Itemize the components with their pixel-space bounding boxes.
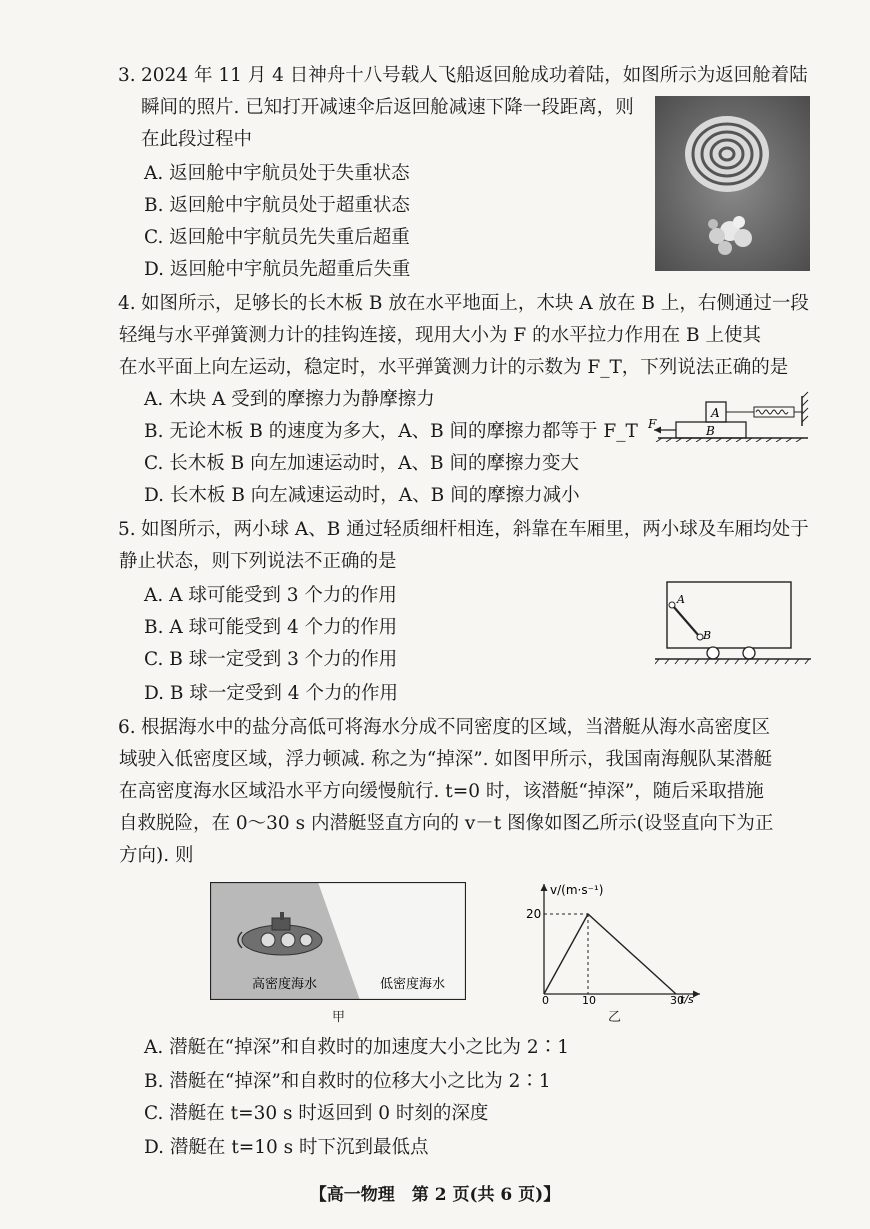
wheel-icon xyxy=(707,647,719,659)
q6-line-4: 自救脱险，在 0～30 s 内潜艇竖直方向的 v－t 图像如图乙所示(设竖直向下为正 xyxy=(119,813,774,834)
capsule-landing-photo xyxy=(655,96,810,271)
q6-number: 6. xyxy=(118,717,136,738)
x-tick-0: 0 xyxy=(542,994,549,1005)
q6-line-5: 方向). 则 xyxy=(119,845,194,866)
q6-option-a: A. 潜艇在“掉深”和自救时的加速度大小之比为 2∶1 xyxy=(144,1037,569,1058)
q4-line-2: 轻绳与水平弹簧测力计的挂钩连接，现用大小为 F 的水平拉力作用在 B 上使其 xyxy=(119,325,761,346)
q4-option-d: D. 长木板 B 向左减速运动时，A、B 间的摩擦力减小 xyxy=(144,485,580,506)
q5-option-d: D. B 球一定受到 4 个力的作用 xyxy=(144,683,398,704)
q3-number: 3. xyxy=(118,65,136,86)
q5-line-2: 静止状态，则下列说法不正确的是 xyxy=(119,551,397,572)
q3-line-3: 在此段过程中 xyxy=(141,129,253,150)
q5-option-a: A. A 球可能受到 3 个力的作用 xyxy=(144,585,397,606)
label-low-density: 低密度海水 xyxy=(380,977,446,992)
q4-line-1: 如图所示，足够长的长木板 B 放在水平地面上，木块 A 放在 B 上，右侧通过一段 xyxy=(141,293,809,314)
caption-yi: 乙 xyxy=(608,1010,622,1025)
x-tick-10: 10 xyxy=(582,994,596,1005)
vt-line xyxy=(544,914,676,994)
x-tick-30: 30 xyxy=(670,994,684,1005)
q6-line-3: 在高密度海水区域沿水平方向缓慢航行. t=0 时，该潜艇“掉深”，随后采取措施 xyxy=(119,781,764,802)
label-f: F xyxy=(648,417,657,431)
label-b: B xyxy=(706,424,715,438)
carriage-box xyxy=(667,582,791,648)
board-block-spring-figure xyxy=(648,386,818,442)
ball-a xyxy=(669,602,675,608)
q4-option-a: A. 木块 A 受到的摩擦力为静摩擦力 xyxy=(144,389,435,410)
q6-option-c: C. 潜艇在 t=30 s 时返回到 0 时刻的深度 xyxy=(144,1103,489,1124)
q6-option-b: B. 潜艇在“掉深”和自救时的位移大小之比为 2∶1 xyxy=(144,1071,551,1092)
carriage-figure xyxy=(655,578,815,666)
q5-line-1: 如图所示，两小球 A、B 通过轻质细杆相连，斜靠在车厢里，两小球及车厢均处于 xyxy=(141,519,809,540)
label-high-density: 高密度海水 xyxy=(252,977,318,992)
svg-text:A: A xyxy=(677,593,685,606)
q6-line-1: 根据海水中的盐分高低可将海水分成不同密度的区域，当潜艇从海水高密度区 xyxy=(141,717,771,738)
svg-text:B: B xyxy=(703,629,712,642)
y-tick-20: 20 xyxy=(526,907,542,921)
q3-option-c: C. 返回舱中宇航员先失重后超重 xyxy=(144,227,410,248)
v-axis-arrow-icon xyxy=(541,884,548,891)
caption-jia: 甲 xyxy=(332,1010,346,1025)
q3-line-2: 瞬间的照片. 已知打开减速伞后返回舱减速下降一段距离，则 xyxy=(141,97,634,118)
q3-option-b: B. 返回舱中宇航员处于超重状态 xyxy=(144,195,410,216)
parachute-icon xyxy=(685,116,769,192)
q4-option-b: B. 无论木板 B 的速度为多大，A、B 间的摩擦力都等于 F_T xyxy=(144,421,638,442)
q6-option-d: D. 潜艇在 t=10 s 时下沉到最低点 xyxy=(144,1137,429,1158)
q4-number: 4. xyxy=(118,293,136,314)
q5-number: 5. xyxy=(118,519,136,540)
t-axis-arrow-icon xyxy=(693,991,700,998)
label-a: A xyxy=(711,406,720,420)
q6-line-2: 域驶入低密度区域，浮力顿减. 称之为“掉深”. 如图甲所示，我国南海舰队某潜艇 xyxy=(119,749,772,770)
q3-option-d: D. 返回舱中宇航员先超重后失重 xyxy=(144,259,411,280)
q3-option-a: A. 返回舱中宇航员处于失重状态 xyxy=(144,163,410,184)
v-axis-label: v/(m·s⁻¹) xyxy=(550,883,604,897)
q4-line-3: 在水平面上向左运动，稳定时，水平弹簧测力计的示数为 F_T，下列说法正确的是 xyxy=(119,357,789,378)
q3-line-1: 2024 年 11 月 4 日神舟十八号载人飞船返回舱成功着陆，如图所示为返回舱着陆 xyxy=(141,65,808,86)
page-footer: 【高一物理 第 2 页(共 6 页)】 xyxy=(309,1185,561,1205)
submarine-figure xyxy=(210,882,466,1000)
q5-option-c: C. B 球一定受到 3 个力的作用 xyxy=(144,649,398,670)
wheel-icon xyxy=(743,647,755,659)
t-axis-label: t/s xyxy=(680,993,694,1005)
q5-option-b: B. A 球可能受到 4 个力的作用 xyxy=(144,617,398,638)
light-rod xyxy=(673,606,699,636)
vt-graph xyxy=(520,880,710,1005)
q4-option-c: C. 长木板 B 向左加速运动时，A、B 间的摩擦力变大 xyxy=(144,453,579,474)
